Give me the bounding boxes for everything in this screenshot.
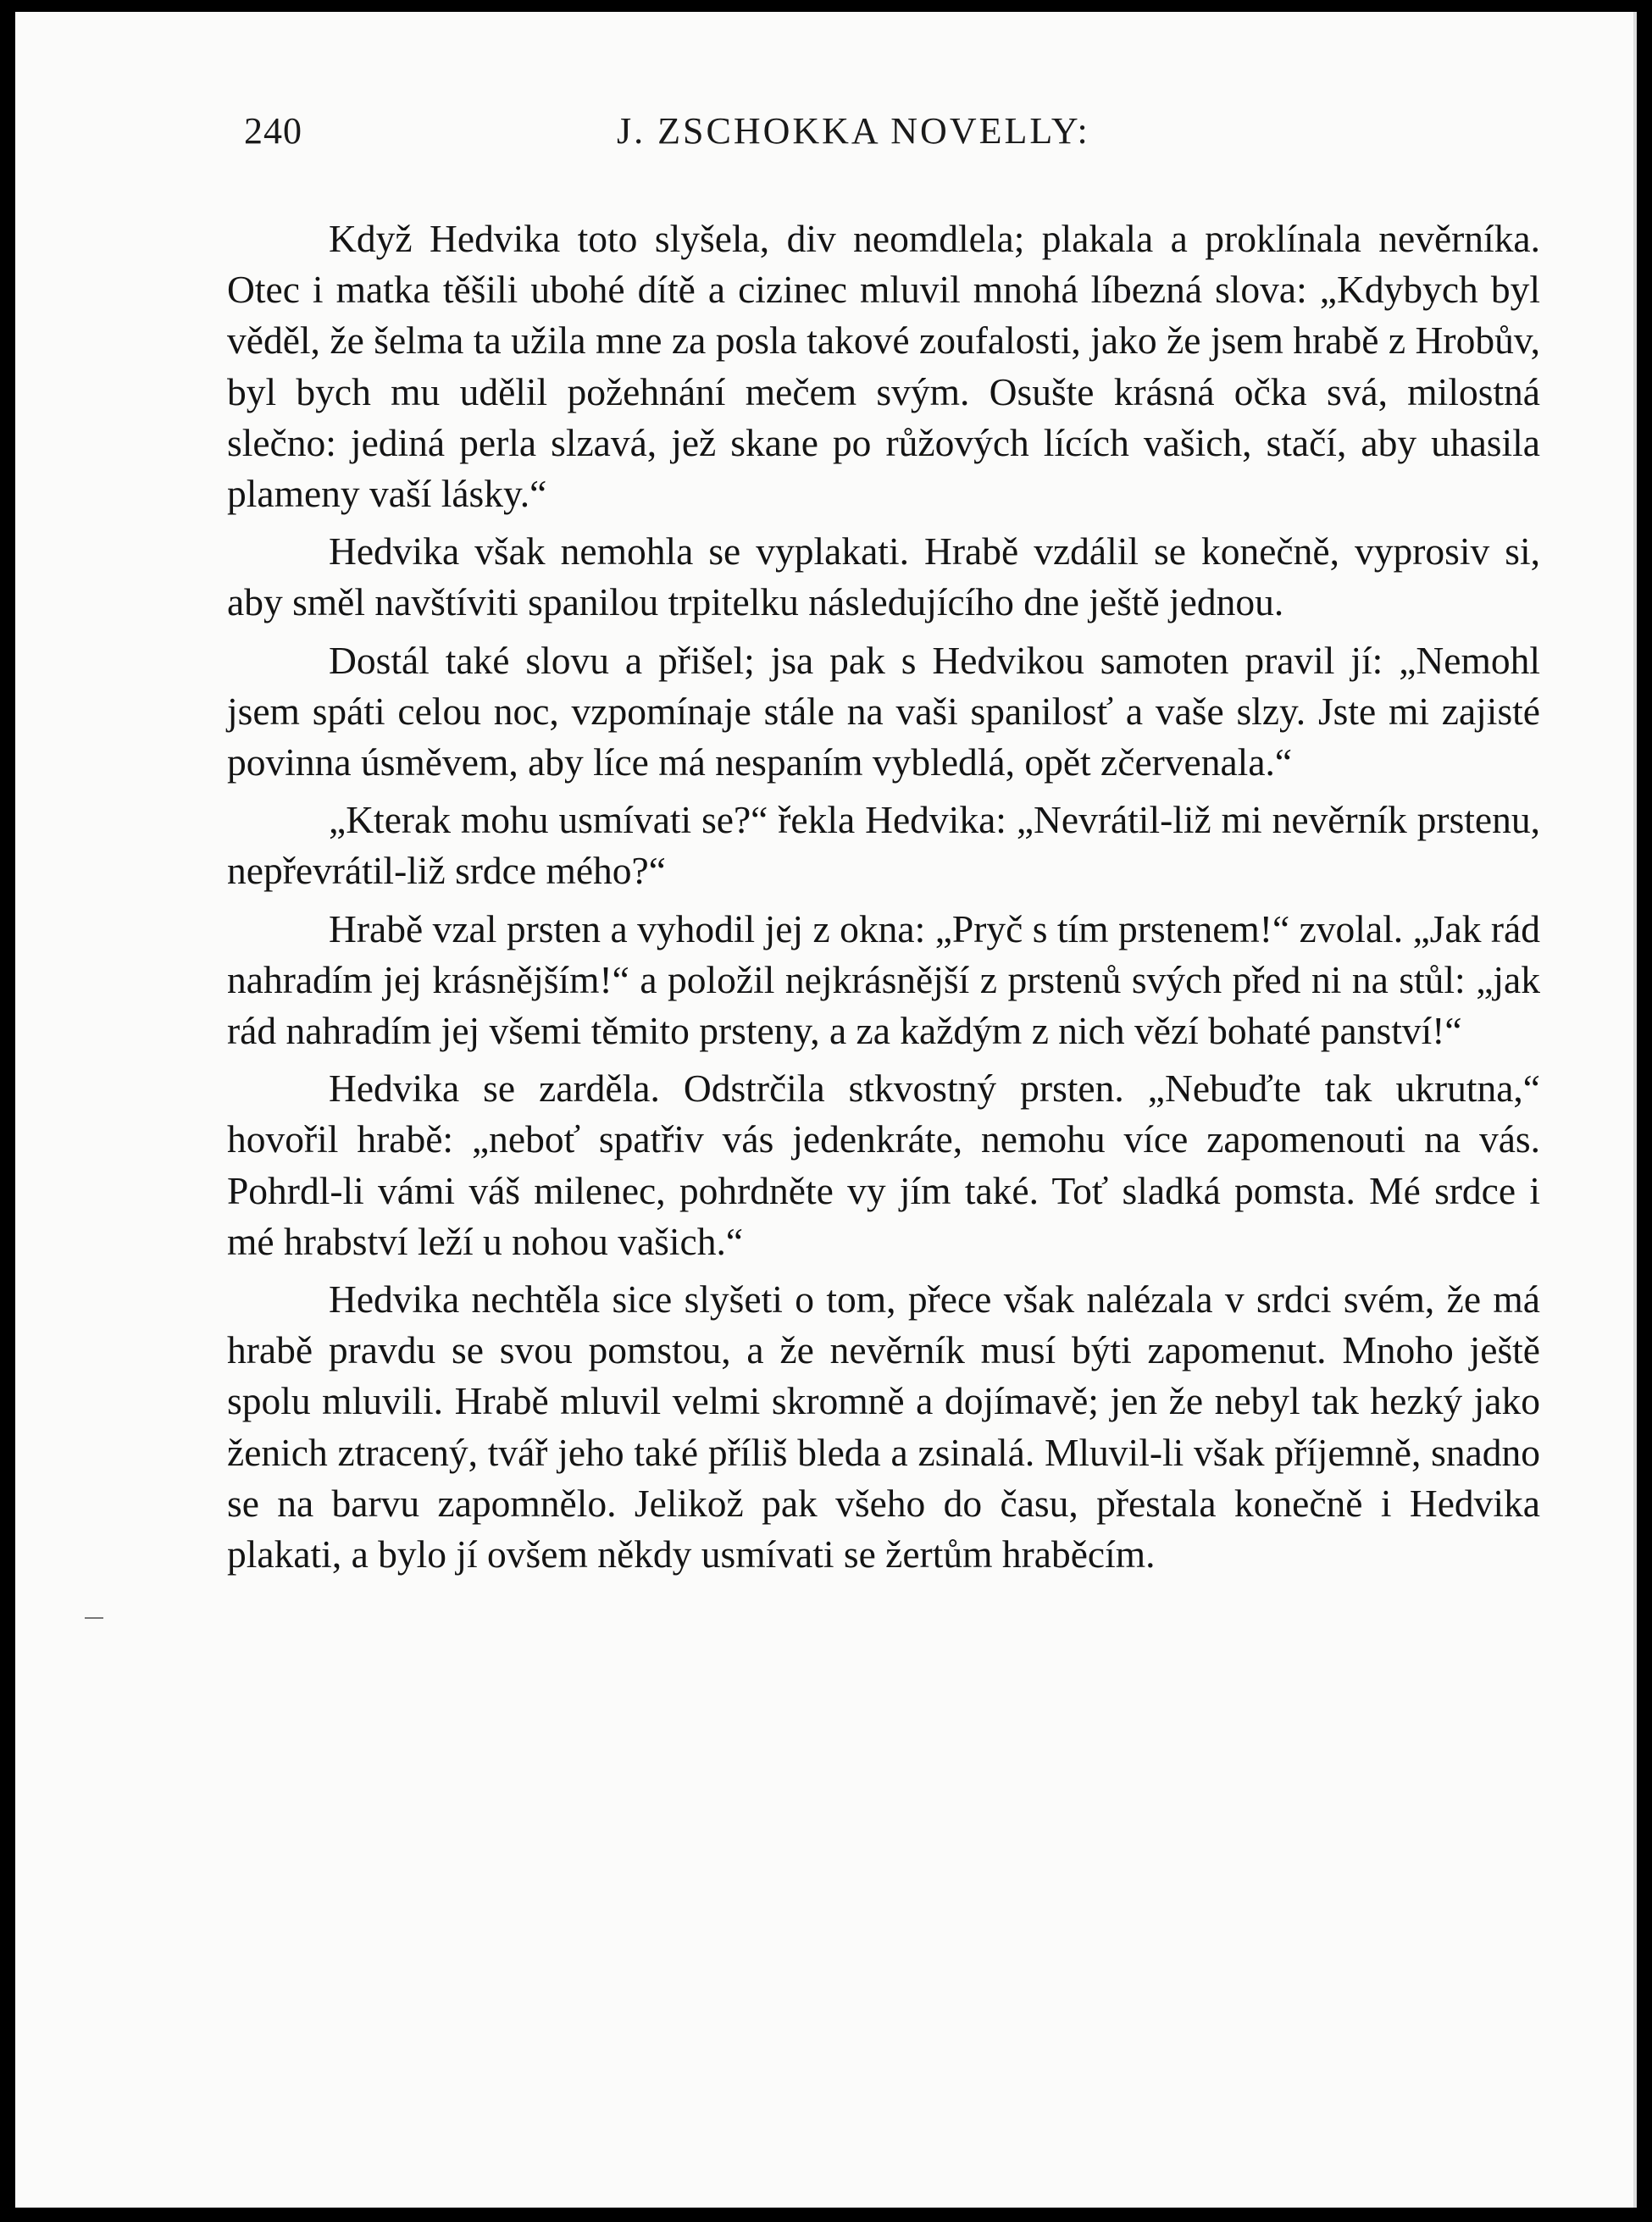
- paragraph: Dostál také slovu a přišel; jsa pak s Hedvikou samoten pravil jí: „Nemohl jsem spáti celou noc, vzpomínaje stále na vaši spanilosť a vaše slzy. Jste mi zajisté povinna úsměvem, aby líce má nespaním vybledlá, opět zčervenala.“: [227, 638, 1540, 784]
- page-number: 240: [244, 110, 302, 152]
- margin-mark: [85, 1617, 103, 1619]
- book-page: [15, 12, 1637, 2208]
- body-text: [227, 213, 1540, 1587]
- paragraph: Hedvika nechtěla sice slyšeti o tom, přece však nalézala v srdci svém, že má hrabě pravdu se svou pomstou, a že nevěrník musí býti zapomenut. Mnoho ještě spolu mluvili. Hrabě mluvil velmi skromně a dojímavě; jen že nebyl tak hezký jako ženich ztracený, tvář jeho také příliš bleda a zsinalá. Mluvil-li však příjemně, snadno se na barvu zapomnělo. Jelikož pak všeho do času, přestala konečně i Hedvika plakati, a bylo jí ovšem někdy usmívati se žertům hraběcím.: [227, 1277, 1540, 1576]
- paragraph: Když Hedvika toto slyšela, div neomdlela; plakala a proklínala nevěrníka. Otec i matka těšili ubohé dítě a cizinec mluvil mnohá líbezná slova: „Kdybych byl věděl, že šelma ta užila mne za posla takové zoufalosti, jako že jsem hrabě z Hrobův, byl bych mu udělil požehnání mečem svým. Osušte krásná očka svá, milostná slečno: jediná perla slzavá, jež skane po růžových lících vašich, stačí, aby uhasila plameny vaší lásky.“: [227, 217, 1540, 516]
- paragraph: Hrabě vzal prsten a vyhodil jej z okna: „Pryč s tím prstenem!“ zvolal. „Jak rád nahradím jej krásnějším!“ a položil nejkrásnější z prstenů svých před ni na stůl: „jak rád nahradím jej všemi těmito prsteny, a za každým z nich vězí bohaté panství!“: [227, 906, 1540, 1053]
- paragraph: Hedvika se zarděla. Odstrčila stkvostný prsten. „Nebuďte tak ukrutna,“ hovořil hrabě: „neboť spatřiv vás jedenkráte, nemohu více zapomenouti na vás. Pohrdl-li vámi váš milenec, pohrdněte vy jím také. Toť sladká pomsta. Mé srdce i mé hrabství leží u nohou vašich.“: [227, 1067, 1540, 1263]
- paragraph: Hedvika však nemohla se vyplakati. Hrabě vzdálil se konečně, vyprosiv si, aby směl navštíviti spanilou trpitelku následujícího dne ještě jednou.: [227, 529, 1540, 624]
- page-header: [244, 109, 1540, 169]
- paragraph: „Kterak mohu usmívati se?“ řekla Hedvika: „Nevrátil-liž mi nevěrník prstenu, nepřevrátil-liž srdce mého?“: [227, 798, 1540, 893]
- running-head: J. ZSCHOKKA NOVELLY:: [617, 110, 1090, 152]
